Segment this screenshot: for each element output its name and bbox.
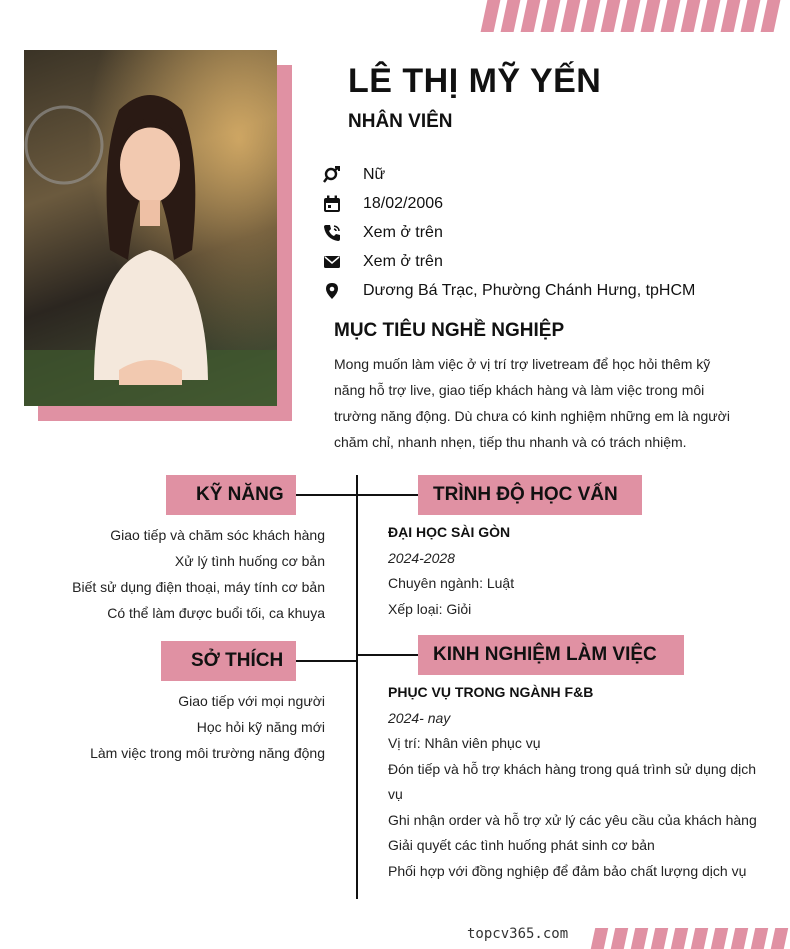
gender-icon	[322, 165, 342, 185]
experience-position: Vị trí: Nhân viên phục vụ	[388, 735, 541, 751]
school-name: ĐẠI HỌC SÀI GÒN	[388, 524, 511, 540]
contact-birthday	[322, 189, 695, 218]
contact-address	[322, 276, 695, 305]
company-name: PHỤC VỤ TRONG NGÀNH F&B	[388, 684, 594, 700]
list-item: Học hỏi kỹ năng mới	[196, 719, 325, 735]
list-item: Làm việc trong môi trường năng động	[90, 745, 325, 761]
skills-list	[72, 522, 325, 626]
contact-info	[322, 160, 695, 305]
gender-value: Nữ	[363, 165, 386, 183]
experience-duty: Ghi nhận order và hỗ trợ xử lý các yêu cầu của khách hàng	[388, 811, 757, 828]
experience-heading: KINH NGHIỆM LÀM VIỆC	[418, 635, 684, 675]
hobbies-connector	[296, 660, 357, 662]
timeline-divider	[356, 475, 358, 899]
top-stripes-decoration	[484, 0, 777, 32]
phone-icon	[322, 223, 342, 243]
footer-site-link[interactable]: topcv365.com	[467, 926, 569, 942]
phone-value: Xem ở trên	[363, 223, 443, 241]
experience-duty: Phối hợp với đồng nghiệp để đảm bảo chất lượng dịch vụ	[388, 862, 747, 879]
contact-phone	[322, 218, 695, 247]
email-value: Xem ở trên	[363, 252, 443, 270]
experience-connector	[357, 654, 419, 656]
list-item: Biết sử dụng điện thoại, máy tính cơ bản	[72, 579, 325, 595]
education-major: Chuyên ngành: Luật	[388, 575, 515, 591]
skills-connector	[296, 494, 357, 496]
objective-line: chăm chỉ, nhanh nhẹn, tiếp thu nhanh và có trách nhiệm.	[334, 434, 687, 450]
education-entry	[388, 520, 763, 622]
experience-duty: vụ	[388, 786, 403, 802]
bottom-stripes-decoration	[593, 928, 786, 949]
objective-line: năng hỗ trợ live, giao tiếp khách hàng và làm việc trong môi	[334, 382, 705, 398]
objective-line: trường năng động. Dù chưa có kinh nghiệm những em là người	[334, 408, 730, 424]
calendar-icon	[322, 194, 342, 214]
contact-gender	[322, 160, 695, 189]
list-item: Có thể làm được buổi tối, ca khuya	[107, 605, 325, 621]
experience-duty: Đón tiếp và hỗ trợ khách hàng trong quá trình sử dụng dịch	[388, 760, 757, 777]
list-item: Giao tiếp và chăm sóc khách hàng	[110, 527, 325, 543]
objective-heading: MỤC TIÊU NGHỀ NGHIỆP	[334, 320, 565, 341]
experience-duty: Giải quyết các tình huống phát sinh cơ bản	[388, 837, 655, 853]
hobbies-heading: SỞ THÍCH	[161, 641, 296, 681]
address-value: Dương Bá Trạc, Phường Chánh Hưng, tpHCM	[363, 281, 696, 299]
location-icon	[322, 281, 342, 301]
contact-email	[322, 247, 695, 276]
education-period: 2024-2028	[388, 549, 455, 566]
objective-text	[334, 351, 734, 455]
experience-entry	[388, 680, 763, 884]
email-icon	[322, 252, 342, 272]
birthday-value: 18/02/2006	[363, 194, 444, 212]
skills-heading: KỸ NĂNG	[166, 475, 296, 515]
list-item: Xử lý tình huống cơ bản	[174, 553, 325, 569]
experience-period: 2024- nay	[388, 709, 451, 726]
education-connector	[357, 494, 419, 496]
candidate-name: LÊ THỊ MỸ YẾN	[348, 62, 602, 100]
job-title: NHÂN VIÊN	[348, 111, 453, 132]
education-heading: TRÌNH ĐỘ HỌC VẤN	[418, 475, 642, 515]
profile-photo	[24, 50, 277, 406]
objective-line: Mong muốn làm việc ở vị trí trợ livetream để học hỏi thêm kỹ	[334, 356, 711, 372]
list-item: Giao tiếp với mọi người	[178, 693, 325, 709]
education-grade: Xếp loại: Giỏi	[388, 600, 472, 617]
hobbies-list	[90, 688, 325, 766]
